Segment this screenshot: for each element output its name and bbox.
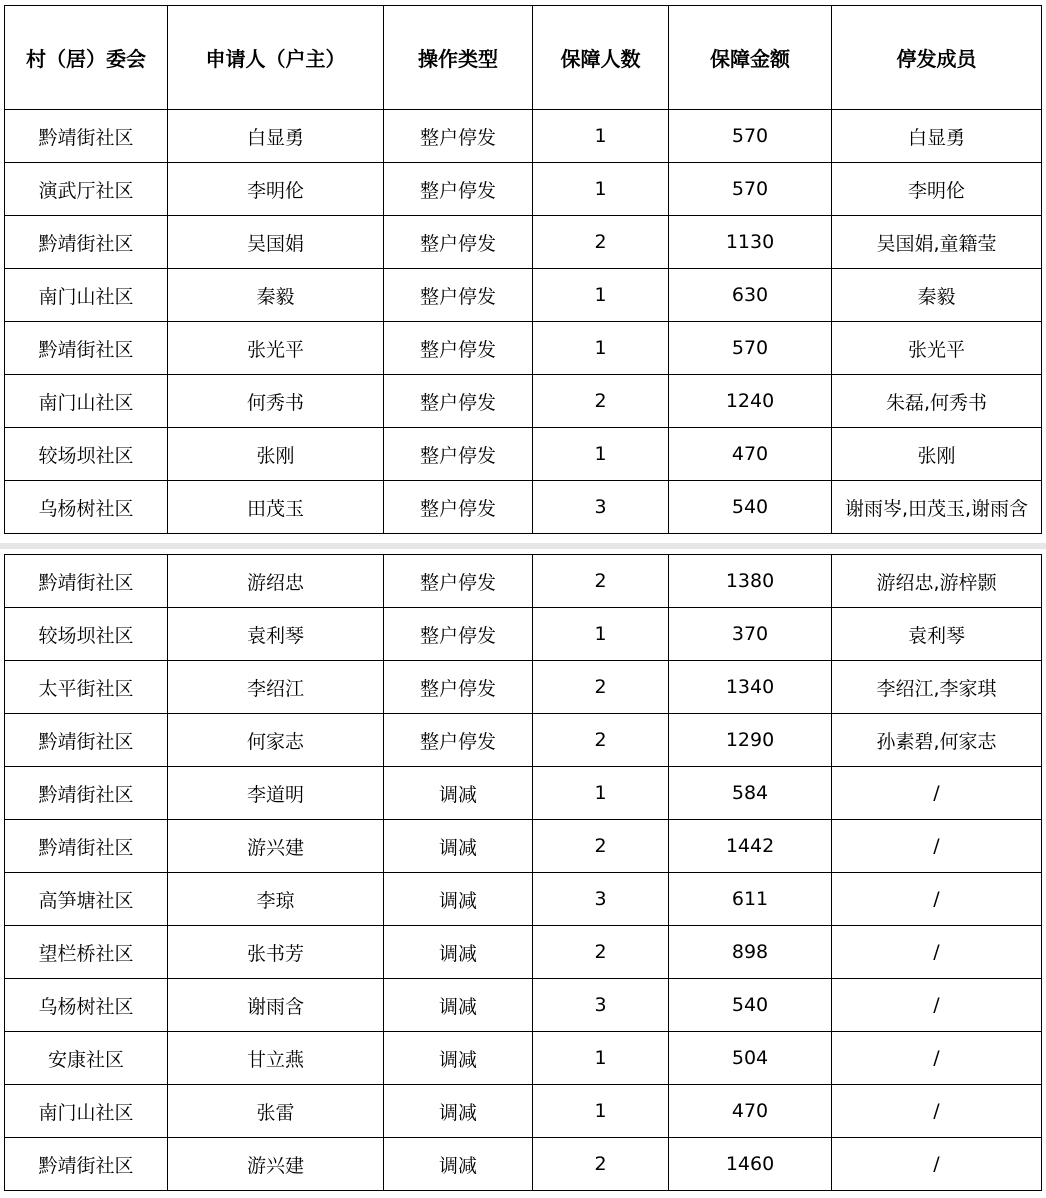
cell-stopped-members: 朱磊,何秀书 [832,375,1042,428]
table-row [5,481,1042,534]
cell-committee: 南门山社区 [5,269,168,322]
cell-operation-type: 整户停发 [384,661,533,714]
header-applicant: 申请人（户主） [168,6,384,110]
table-row [5,375,1042,428]
cell-persons: 1 [533,428,669,481]
cell-operation-type: 整户停发 [384,110,533,163]
cell-operation-type: 整户停发 [384,555,533,608]
table-row [5,555,1042,608]
table-row [5,216,1042,269]
cell-operation-type: 调减 [384,767,533,820]
cell-amount: 630 [669,269,832,322]
cell-persons: 1 [533,1032,669,1085]
cell-committee: 黔靖街社区 [5,767,168,820]
header-committee: 村（居）委会 [5,6,168,110]
cell-stopped-members: 游绍忠,游梓颢 [832,555,1042,608]
cell-operation-type: 调减 [384,873,533,926]
table-row [5,428,1042,481]
cell-stopped-members: 孙素碧,何家志 [832,714,1042,767]
cell-persons: 2 [533,216,669,269]
cell-committee: 南门山社区 [5,375,168,428]
cell-committee: 黔靖街社区 [5,555,168,608]
cell-stopped-members: 李明伦 [832,163,1042,216]
cell-stopped-members: / [832,1085,1042,1138]
cell-amount: 504 [669,1032,832,1085]
table-row [5,322,1042,375]
cell-applicant: 李明伦 [168,163,384,216]
table-row [5,926,1042,979]
cell-persons: 1 [533,1085,669,1138]
cell-committee: 太平街社区 [5,661,168,714]
cell-committee: 乌杨树社区 [5,979,168,1032]
cell-operation-type: 整户停发 [384,375,533,428]
cell-persons: 3 [533,979,669,1032]
cell-amount: 470 [669,1085,832,1138]
benefit-table-bottom [4,554,1042,1191]
cell-operation-type: 调减 [384,1085,533,1138]
cell-committee: 高笋塘社区 [5,873,168,926]
table-row [5,714,1042,767]
cell-applicant: 李绍江 [168,661,384,714]
table-row [5,110,1042,163]
header-amount: 保障金额 [669,6,832,110]
cell-stopped-members: / [832,1138,1042,1191]
table-row [5,820,1042,873]
cell-stopped-members: 吴国娟,童籍莹 [832,216,1042,269]
cell-stopped-members: / [832,873,1042,926]
cell-operation-type: 调减 [384,926,533,979]
cell-operation-type: 整户停发 [384,481,533,534]
cell-persons: 1 [533,110,669,163]
cell-stopped-members: / [832,1032,1042,1085]
cell-stopped-members: 秦毅 [832,269,1042,322]
cell-persons: 3 [533,873,669,926]
page-separator [0,543,1046,549]
cell-applicant: 秦毅 [168,269,384,322]
cell-amount: 1442 [669,820,832,873]
cell-operation-type: 整户停发 [384,428,533,481]
cell-applicant: 谢雨含 [168,979,384,1032]
cell-amount: 1460 [669,1138,832,1191]
cell-applicant: 游兴建 [168,820,384,873]
cell-committee: 黔靖街社区 [5,216,168,269]
cell-persons: 2 [533,375,669,428]
cell-stopped-members: 张光平 [832,322,1042,375]
cell-stopped-members: 白显勇 [832,110,1042,163]
cell-persons: 2 [533,714,669,767]
cell-committee: 演武厅社区 [5,163,168,216]
cell-persons: 1 [533,767,669,820]
cell-applicant: 吴国娟 [168,216,384,269]
cell-amount: 1380 [669,555,832,608]
cell-amount: 1240 [669,375,832,428]
table-row [5,1032,1042,1085]
table-row [5,1085,1042,1138]
cell-persons: 2 [533,661,669,714]
cell-committee: 较场坝社区 [5,608,168,661]
cell-amount: 1290 [669,714,832,767]
cell-amount: 570 [669,163,832,216]
cell-applicant: 何秀书 [168,375,384,428]
cell-committee: 较场坝社区 [5,428,168,481]
cell-applicant: 张光平 [168,322,384,375]
cell-persons: 2 [533,1138,669,1191]
cell-applicant: 张刚 [168,428,384,481]
cell-stopped-members: / [832,820,1042,873]
cell-amount: 898 [669,926,832,979]
header-persons: 保障人数 [533,6,669,110]
cell-applicant: 李琼 [168,873,384,926]
cell-amount: 370 [669,608,832,661]
cell-committee: 乌杨树社区 [5,481,168,534]
cell-persons: 2 [533,926,669,979]
table-row [5,767,1042,820]
table-row [5,608,1042,661]
cell-persons: 1 [533,269,669,322]
cell-applicant: 游绍忠 [168,555,384,608]
cell-stopped-members: 李绍江,李家琪 [832,661,1042,714]
cell-persons: 1 [533,163,669,216]
cell-amount: 540 [669,979,832,1032]
cell-amount: 570 [669,322,832,375]
cell-applicant: 白显勇 [168,110,384,163]
header-stopped-members: 停发成员 [832,6,1042,110]
cell-operation-type: 调减 [384,1138,533,1191]
cell-committee: 黔靖街社区 [5,1138,168,1191]
cell-committee: 黔靖街社区 [5,714,168,767]
cell-persons: 3 [533,481,669,534]
table-row [5,1138,1042,1191]
cell-applicant: 袁利琴 [168,608,384,661]
cell-applicant: 田茂玉 [168,481,384,534]
cell-persons: 2 [533,555,669,608]
cell-amount: 570 [669,110,832,163]
cell-persons: 1 [533,608,669,661]
cell-persons: 2 [533,820,669,873]
cell-applicant: 张雷 [168,1085,384,1138]
cell-stopped-members: / [832,926,1042,979]
cell-stopped-members: 张刚 [832,428,1042,481]
cell-amount: 584 [669,767,832,820]
cell-committee: 望栏桥社区 [5,926,168,979]
cell-committee: 黔靖街社区 [5,820,168,873]
cell-stopped-members: / [832,767,1042,820]
cell-amount: 1130 [669,216,832,269]
cell-amount: 611 [669,873,832,926]
cell-committee: 黔靖街社区 [5,322,168,375]
table-row [5,163,1042,216]
cell-committee: 黔靖街社区 [5,110,168,163]
cell-applicant: 甘立燕 [168,1032,384,1085]
cell-applicant: 李道明 [168,767,384,820]
cell-operation-type: 整户停发 [384,163,533,216]
cell-committee: 安康社区 [5,1032,168,1085]
cell-stopped-members: 谢雨岑,田茂玉,谢雨含 [832,481,1042,534]
cell-applicant: 何家志 [168,714,384,767]
cell-committee: 南门山社区 [5,1085,168,1138]
table-row [5,979,1042,1032]
cell-amount: 1340 [669,661,832,714]
cell-operation-type: 整户停发 [384,322,533,375]
cell-stopped-members: / [832,979,1042,1032]
cell-operation-type: 调减 [384,1032,533,1085]
cell-amount: 470 [669,428,832,481]
table-row [5,269,1042,322]
header-row [5,6,1042,110]
cell-operation-type: 整户停发 [384,216,533,269]
table-body-bottom [5,555,1042,1191]
cell-persons: 1 [533,322,669,375]
benefit-table-top [4,5,1042,534]
table-body-top [5,110,1042,534]
cell-operation-type: 整户停发 [384,714,533,767]
cell-operation-type: 整户停发 [384,608,533,661]
table-row [5,661,1042,714]
cell-operation-type: 调减 [384,979,533,1032]
cell-amount: 540 [669,481,832,534]
cell-applicant: 张书芳 [168,926,384,979]
cell-applicant: 游兴建 [168,1138,384,1191]
cell-operation-type: 调减 [384,820,533,873]
table-row [5,873,1042,926]
cell-stopped-members: 袁利琴 [832,608,1042,661]
header-operation-type: 操作类型 [384,6,533,110]
cell-operation-type: 整户停发 [384,269,533,322]
